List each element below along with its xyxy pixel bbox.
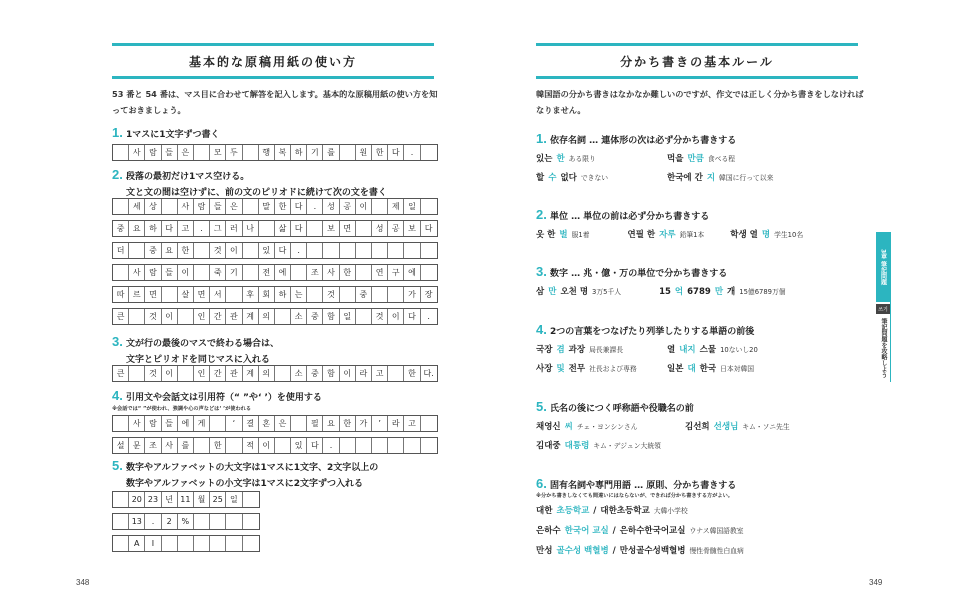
manuscript-cell xyxy=(243,265,259,280)
manuscript-cell: 살 xyxy=(178,287,194,302)
manuscript-cell xyxy=(307,221,323,236)
grid-s3 xyxy=(112,365,438,382)
manuscript-cell: 하 xyxy=(145,221,161,236)
r-s6-example-2: 은하수 한국어 교실 / 은하수한국어교실 ウナス韓国語教室 xyxy=(536,526,744,536)
r-s1-example-1: 있는 한 ある限り xyxy=(536,154,596,164)
manuscript-cell: 년 xyxy=(162,492,178,507)
right-page xyxy=(485,0,970,600)
r-s6-example-1: 대한 초등학교 / 대한초등학교 大韓小学校 xyxy=(536,506,688,516)
manuscript-cell: 것 xyxy=(372,309,388,324)
manuscript-cell: 함 xyxy=(323,366,339,381)
manuscript-cell xyxy=(210,536,226,551)
manuscript-cell xyxy=(243,243,259,258)
manuscript-cell: 한 xyxy=(340,416,356,431)
side-rule xyxy=(890,232,891,382)
manuscript-cell xyxy=(307,287,323,302)
manuscript-cell xyxy=(404,438,420,453)
manuscript-cell xyxy=(194,536,210,551)
manuscript-cell xyxy=(113,416,129,431)
manuscript-cell xyxy=(113,265,129,280)
r-s5-example-3: 김대중 대통령 キム・デジュン大統領 xyxy=(536,441,661,451)
manuscript-cell xyxy=(259,221,275,236)
manuscript-cell: 공 xyxy=(388,221,404,236)
manuscript-cell xyxy=(243,199,259,214)
manuscript-cell: 이 xyxy=(226,243,242,258)
manuscript-cell: 그 xyxy=(210,221,226,236)
manuscript-cell xyxy=(372,243,388,258)
r-s3-examples: 삼 만 오천 명 3万5千人 15 억 6789 만 개 15億6789万個 xyxy=(536,287,786,297)
manuscript-row xyxy=(112,264,438,281)
manuscript-cell: 요 xyxy=(323,416,339,431)
manuscript-cell: 상 xyxy=(145,199,161,214)
manuscript-cell xyxy=(421,265,437,280)
manuscript-cell: 장 xyxy=(424,290,433,299)
manuscript-cell xyxy=(243,145,259,160)
manuscript-cell: 가 xyxy=(356,416,372,431)
manuscript-cell: 고 xyxy=(372,366,388,381)
manuscript-cell: 고 xyxy=(404,416,420,431)
manuscript-cell: 람 xyxy=(145,416,161,431)
manuscript-cell: 세 xyxy=(129,199,145,214)
manuscript-cell: 면 xyxy=(145,287,161,302)
manuscript-cell: . xyxy=(427,312,430,321)
manuscript-cell: 에 xyxy=(178,416,194,431)
grid-s2 xyxy=(112,198,438,330)
manuscript-cell: . xyxy=(145,514,161,529)
manuscript-cell: 것 xyxy=(145,309,161,324)
manuscript-cell xyxy=(421,199,437,214)
manuscript-cell: 간 xyxy=(210,366,226,381)
manuscript-cell: 두 xyxy=(226,145,242,160)
r-section-6-heading: 6. 固有名詞や専門用語 … 原則、分かち書きする xyxy=(536,476,737,491)
manuscript-row xyxy=(112,437,438,454)
manuscript-cell xyxy=(356,243,372,258)
manuscript-cell xyxy=(113,145,129,160)
manuscript-cell xyxy=(113,536,129,551)
manuscript-cell: 설 xyxy=(113,438,129,453)
manuscript-cell: 들 xyxy=(210,199,226,214)
manuscript-cell: 한 xyxy=(404,366,420,381)
manuscript-cell: 25 xyxy=(210,492,226,507)
manuscript-cell: 조 xyxy=(145,438,161,453)
manuscript-cell: 다 xyxy=(162,221,178,236)
manuscript-cell: 20 xyxy=(129,492,145,507)
r-s4-example-3: 사장 및 전무 社長および専務 xyxy=(536,364,637,374)
manuscript-cell xyxy=(356,309,372,324)
manuscript-cell: 이 xyxy=(259,438,275,453)
right-intro: 韓国語の分かち書きはなかなか難しいのですが、作文では正しく分かち書きをしなければなりません。 xyxy=(536,89,864,115)
manuscript-cell: 이 xyxy=(340,366,356,381)
r-s4-example-4: 일본 대 한국 日本対韓国 xyxy=(667,364,755,374)
manuscript-cell: 기 xyxy=(226,265,242,280)
manuscript-cell xyxy=(226,536,242,551)
manuscript-cell xyxy=(178,366,194,381)
manuscript-cell: 의 xyxy=(259,366,275,381)
manuscript-cell xyxy=(243,536,259,551)
r-s4-example-2: 열 내지 스물 10ないし20 xyxy=(667,345,758,355)
grid-s1 xyxy=(112,144,438,161)
manuscript-cell: 계 xyxy=(243,309,259,324)
manuscript-cell: 관 xyxy=(226,309,242,324)
manuscript-cell: ’ xyxy=(372,416,388,431)
r-s2-examples: 옷 한 벌 服1着 연필 한 자루 鉛筆1本 학생 열 명 学生10名 xyxy=(536,230,804,240)
manuscript-cell: 다 xyxy=(275,243,291,258)
manuscript-cell: 구 xyxy=(388,265,404,280)
manuscript-row xyxy=(112,491,260,508)
manuscript-cell xyxy=(388,287,404,302)
manuscript-cell xyxy=(162,536,178,551)
manuscript-cell: 사 xyxy=(178,199,194,214)
manuscript-row xyxy=(112,535,260,552)
manuscript-cell: 를 xyxy=(323,145,339,160)
manuscript-cell: . xyxy=(323,438,339,453)
manuscript-cell xyxy=(356,221,372,236)
manuscript-cell xyxy=(275,438,291,453)
manuscript-row xyxy=(112,220,438,237)
manuscript-cell: 적 xyxy=(243,438,259,453)
manuscript-cell: 원 xyxy=(356,145,372,160)
r-s1-example-2: 먹을 만큼 食べる程 xyxy=(667,154,736,164)
manuscript-cell: 큰 xyxy=(113,309,129,324)
manuscript-cell: 관 xyxy=(226,366,242,381)
manuscript-cell: 사 xyxy=(162,438,178,453)
manuscript-cell: 계 xyxy=(243,366,259,381)
left-page-title: 基本的な原稿用紙の使い方 xyxy=(112,43,434,79)
r-s1-example-4: 한국에 간 지 韓国に行って以来 xyxy=(667,173,774,183)
manuscript-cell: 삶 xyxy=(275,221,291,236)
manuscript-cell: 행 xyxy=(259,145,275,160)
manuscript-cell: 은 xyxy=(178,145,194,160)
manuscript-cell: . xyxy=(194,221,210,236)
manuscript-cell xyxy=(210,416,226,431)
manuscript-cell: 공 xyxy=(340,199,356,214)
manuscript-cell: 것 xyxy=(323,287,339,302)
manuscript-cell: 다 xyxy=(291,199,307,214)
manuscript-cell: 함 xyxy=(323,309,339,324)
manuscript-cell: 한 xyxy=(178,243,194,258)
manuscript-cell: 보 xyxy=(323,221,339,236)
manuscript-cell: 요 xyxy=(129,221,145,236)
manuscript-cell xyxy=(194,514,210,529)
manuscript-cell xyxy=(356,265,372,280)
manuscript-cell: 이 xyxy=(162,366,178,381)
manuscript-row xyxy=(112,242,438,259)
manuscript-cell xyxy=(340,145,356,160)
manuscript-cell: 은 xyxy=(226,199,242,214)
manuscript-cell: 전 xyxy=(259,265,275,280)
manuscript-cell: 모 xyxy=(210,145,226,160)
manuscript-cell xyxy=(129,366,145,381)
manuscript-row xyxy=(112,415,438,432)
manuscript-cell: 중 xyxy=(307,366,323,381)
manuscript-cell xyxy=(421,416,437,431)
manuscript-cell: 라 xyxy=(356,366,372,381)
manuscript-cell: 면 xyxy=(194,287,210,302)
chapter-tab-text: 筆記問題を攻略しよう xyxy=(880,318,887,378)
manuscript-cell: 다 xyxy=(307,438,323,453)
manuscript-cell: 하 xyxy=(291,145,307,160)
section-2-heading: 2. 段落の最初だけ1マス空ける。 文と文の間は空けずに、前の文のピリオドに続けて次の文を書く xyxy=(112,167,387,198)
manuscript-cell xyxy=(194,145,210,160)
manuscript-cell: 사 xyxy=(323,265,339,280)
manuscript-cell: 중 xyxy=(145,243,161,258)
manuscript-cell xyxy=(113,514,129,529)
manuscript-cell: 일 xyxy=(226,492,242,507)
manuscript-cell: 게 xyxy=(194,416,210,431)
manuscript-row xyxy=(112,308,438,325)
manuscript-cell xyxy=(421,438,437,453)
manuscript-cell xyxy=(372,287,388,302)
manuscript-cell: 는 xyxy=(291,287,307,302)
manuscript-cell xyxy=(275,309,291,324)
manuscript-cell: 간 xyxy=(210,309,226,324)
manuscript-cell: 죽 xyxy=(210,265,226,280)
manuscript-cell xyxy=(243,514,259,529)
manuscript-cell xyxy=(129,309,145,324)
manuscript-cell: 있 xyxy=(291,438,307,453)
manuscript-cell xyxy=(113,492,129,507)
manuscript-cell: 들 xyxy=(162,145,178,160)
r-section-2-heading: 2. 単位 … 単位の前は必ず分かち書きする xyxy=(536,207,710,222)
section-3-heading: 3. 文が行の最後のマスで終わる場合は、 文字とピリオドを同じマスに入れる xyxy=(112,334,279,365)
manuscript-cell: 들 xyxy=(162,265,178,280)
manuscript-cell xyxy=(178,309,194,324)
manuscript-cell: 소 xyxy=(291,366,307,381)
manuscript-cell: 조 xyxy=(307,265,323,280)
r-s5-example-2: 김선희 선생님 キム・ソニ先生 xyxy=(685,422,790,432)
manuscript-cell xyxy=(421,145,437,160)
manuscript-cell xyxy=(226,287,242,302)
manuscript-cell: 것 xyxy=(145,366,161,381)
manuscript-cell: A xyxy=(129,536,145,551)
manuscript-cell: 필 xyxy=(307,416,323,431)
manuscript-cell xyxy=(340,438,356,453)
manuscript-cell: 면 xyxy=(340,221,356,236)
manuscript-cell xyxy=(323,243,339,258)
grid-s4 xyxy=(112,415,438,459)
manuscript-cell: 한 xyxy=(210,438,226,453)
page-number-left: 348 xyxy=(76,578,90,587)
left-intro: 53 番と 54 番は、マス目に合わせて解答を記入します。基本的な原稿用紙の使い方を知っておきましょう。 xyxy=(112,89,438,115)
manuscript-cell: 중 xyxy=(113,221,129,236)
manuscript-cell xyxy=(340,243,356,258)
manuscript-cell: 고 xyxy=(178,221,194,236)
manuscript-cell: 후 xyxy=(243,287,259,302)
manuscript-cell: 나 xyxy=(243,221,259,236)
section-4-heading: 4. 引用文や会話文は引用符（“ ”や‘ ’）を使用する xyxy=(112,388,322,403)
manuscript-cell xyxy=(129,243,145,258)
manuscript-cell: 한 xyxy=(372,145,388,160)
manuscript-cell: 다 xyxy=(404,309,420,324)
r-s5-example-1: 채영신 씨 チェ・ヨンシンさん xyxy=(536,422,638,432)
manuscript-cell: . xyxy=(404,145,420,160)
manuscript-cell: 르 xyxy=(129,287,145,302)
manuscript-cell xyxy=(404,243,420,258)
manuscript-cell xyxy=(372,438,388,453)
manuscript-cell: ‘ xyxy=(226,416,242,431)
manuscript-cell: 인 xyxy=(194,366,210,381)
manuscript-cell xyxy=(226,438,242,453)
manuscript-row xyxy=(112,198,438,215)
manuscript-cell: 다 xyxy=(388,145,404,160)
manuscript-cell: 의 xyxy=(259,309,275,324)
manuscript-cell xyxy=(162,287,178,302)
r-section-5-heading: 5. 氏名の後につく呼称語や役職名の前 xyxy=(536,399,694,414)
manuscript-cell: 문 xyxy=(129,438,145,453)
manuscript-cell: 23 xyxy=(145,492,161,507)
manuscript-cell: 다. xyxy=(423,369,434,378)
manuscript-cell: 더 xyxy=(113,243,129,258)
manuscript-cell: 제 xyxy=(388,199,404,214)
manuscript-cell: 이 xyxy=(388,309,404,324)
manuscript-cell xyxy=(226,514,242,529)
manuscript-cell xyxy=(388,243,404,258)
manuscript-cell: I xyxy=(145,536,161,551)
section-5-heading: 5. 数字やアルファベットの大文字は1マスに1文字、2文字以上の 数字やアルファベットの小文字は1マスに2文字ずつ入れる xyxy=(112,458,379,489)
r-section-6-note: ※分かち書きしなくても間違いにはならないが、できれば分かち書きする方がよい。 xyxy=(536,493,733,499)
manuscript-row xyxy=(112,286,438,303)
manuscript-cell: 은 xyxy=(275,416,291,431)
manuscript-cell: 있 xyxy=(259,243,275,258)
r-s4-example-1: 국장 겸 과장 局長兼課長 xyxy=(536,345,624,355)
page-number-right: 349 xyxy=(869,578,883,587)
manuscript-cell: 람 xyxy=(194,199,210,214)
manuscript-cell: 성 xyxy=(372,221,388,236)
section-4-note: ※会話では“ ”が使われ、強調や心の声などは‘ ’が使われる xyxy=(112,406,252,412)
chapter-tab[interactable]: 3章 筆記問題 xyxy=(876,232,890,302)
manuscript-cell: 들 xyxy=(162,416,178,431)
section-1-heading: 1. 1マスに1文字ずつ書く xyxy=(112,125,220,140)
manuscript-cell: % xyxy=(178,514,194,529)
manuscript-row xyxy=(112,513,260,530)
manuscript-cell xyxy=(194,438,210,453)
manuscript-cell xyxy=(307,243,323,258)
manuscript-cell: 하 xyxy=(275,287,291,302)
manuscript-cell: 다 xyxy=(291,221,307,236)
manuscript-cell: 성 xyxy=(323,199,339,214)
manuscript-cell: 2 xyxy=(162,514,178,529)
manuscript-cell: . xyxy=(291,243,307,258)
r-section-1-heading: 1. 依存名詞 … 連体形の次は必ず分かち書きする xyxy=(536,131,737,146)
r-s6-example-3: 만성 골수성 백혈병 / 만성골수성백혈병 慢性骨髄性白血病 xyxy=(536,546,744,556)
manuscript-cell: 가 xyxy=(404,287,420,302)
manuscript-cell: 기 xyxy=(307,145,323,160)
manuscript-cell xyxy=(388,366,404,381)
manuscript-cell: 라 xyxy=(388,416,404,431)
manuscript-cell xyxy=(113,199,129,214)
manuscript-cell: 사 xyxy=(129,265,145,280)
manuscript-cell xyxy=(340,287,356,302)
manuscript-cell xyxy=(388,438,404,453)
manuscript-cell xyxy=(421,243,437,258)
manuscript-cell xyxy=(243,492,259,507)
manuscript-cell: 에 xyxy=(404,265,420,280)
manuscript-cell: 회 xyxy=(259,287,275,302)
manuscript-cell xyxy=(356,438,372,453)
manuscript-cell: 사 xyxy=(129,145,145,160)
r-s1-example-3: 할 수 없다 できない xyxy=(536,173,609,183)
manuscript-cell: 를 xyxy=(178,438,194,453)
manuscript-cell: 이 xyxy=(356,199,372,214)
manuscript-cell: 큰 xyxy=(113,366,129,381)
manuscript-cell: 것 xyxy=(210,243,226,258)
manuscript-cell: 중 xyxy=(307,309,323,324)
chapter-sub-tab[interactable]: 쓰기 xyxy=(876,304,890,314)
manuscript-cell: 요 xyxy=(162,243,178,258)
manuscript-cell: 따 xyxy=(113,287,129,302)
manuscript-cell: 람 xyxy=(145,265,161,280)
r-section-3-heading: 3. 数字 … 兆・億・万の単位で分かち書きする xyxy=(536,264,728,279)
manuscript-cell xyxy=(178,536,194,551)
manuscript-cell: 말 xyxy=(259,199,275,214)
manuscript-cell xyxy=(291,416,307,431)
manuscript-cell: 복 xyxy=(275,145,291,160)
manuscript-cell: 보 xyxy=(404,221,420,236)
manuscript-cell: 러 xyxy=(226,221,242,236)
manuscript-cell xyxy=(162,199,178,214)
manuscript-cell: 중 xyxy=(356,287,372,302)
manuscript-cell: 람 xyxy=(145,145,161,160)
manuscript-cell xyxy=(194,243,210,258)
manuscript-cell: 에 xyxy=(275,265,291,280)
manuscript-cell: 연 xyxy=(372,265,388,280)
manuscript-cell: 일 xyxy=(340,309,356,324)
manuscript-cell xyxy=(291,265,307,280)
manuscript-cell: . xyxy=(307,199,323,214)
manuscript-cell: 11 xyxy=(178,492,194,507)
manuscript-cell: 인 xyxy=(194,309,210,324)
manuscript-cell: 일 xyxy=(404,199,420,214)
manuscript-cell: 다 xyxy=(424,224,433,233)
manuscript-cell: 결 xyxy=(243,416,259,431)
manuscript-cell: 13 xyxy=(129,514,145,529)
grid-s5 xyxy=(112,491,260,557)
manuscript-cell: 서 xyxy=(210,287,226,302)
manuscript-cell: 이 xyxy=(162,309,178,324)
manuscript-cell: 사 xyxy=(129,416,145,431)
manuscript-cell: 월 xyxy=(194,492,210,507)
manuscript-cell xyxy=(194,265,210,280)
manuscript-cell: 한 xyxy=(275,199,291,214)
manuscript-cell: 이 xyxy=(178,265,194,280)
manuscript-cell xyxy=(372,199,388,214)
manuscript-cell xyxy=(275,366,291,381)
manuscript-cell xyxy=(210,514,226,529)
r-section-4-heading: 4. 2つの言葉をつなげたり列挙したりする単語の前後 xyxy=(536,322,755,337)
manuscript-cell: 소 xyxy=(291,309,307,324)
manuscript-cell: 한 xyxy=(340,265,356,280)
manuscript-cell: 혼 xyxy=(259,416,275,431)
right-page-title: 分かち書きの基本ルール xyxy=(536,43,858,79)
